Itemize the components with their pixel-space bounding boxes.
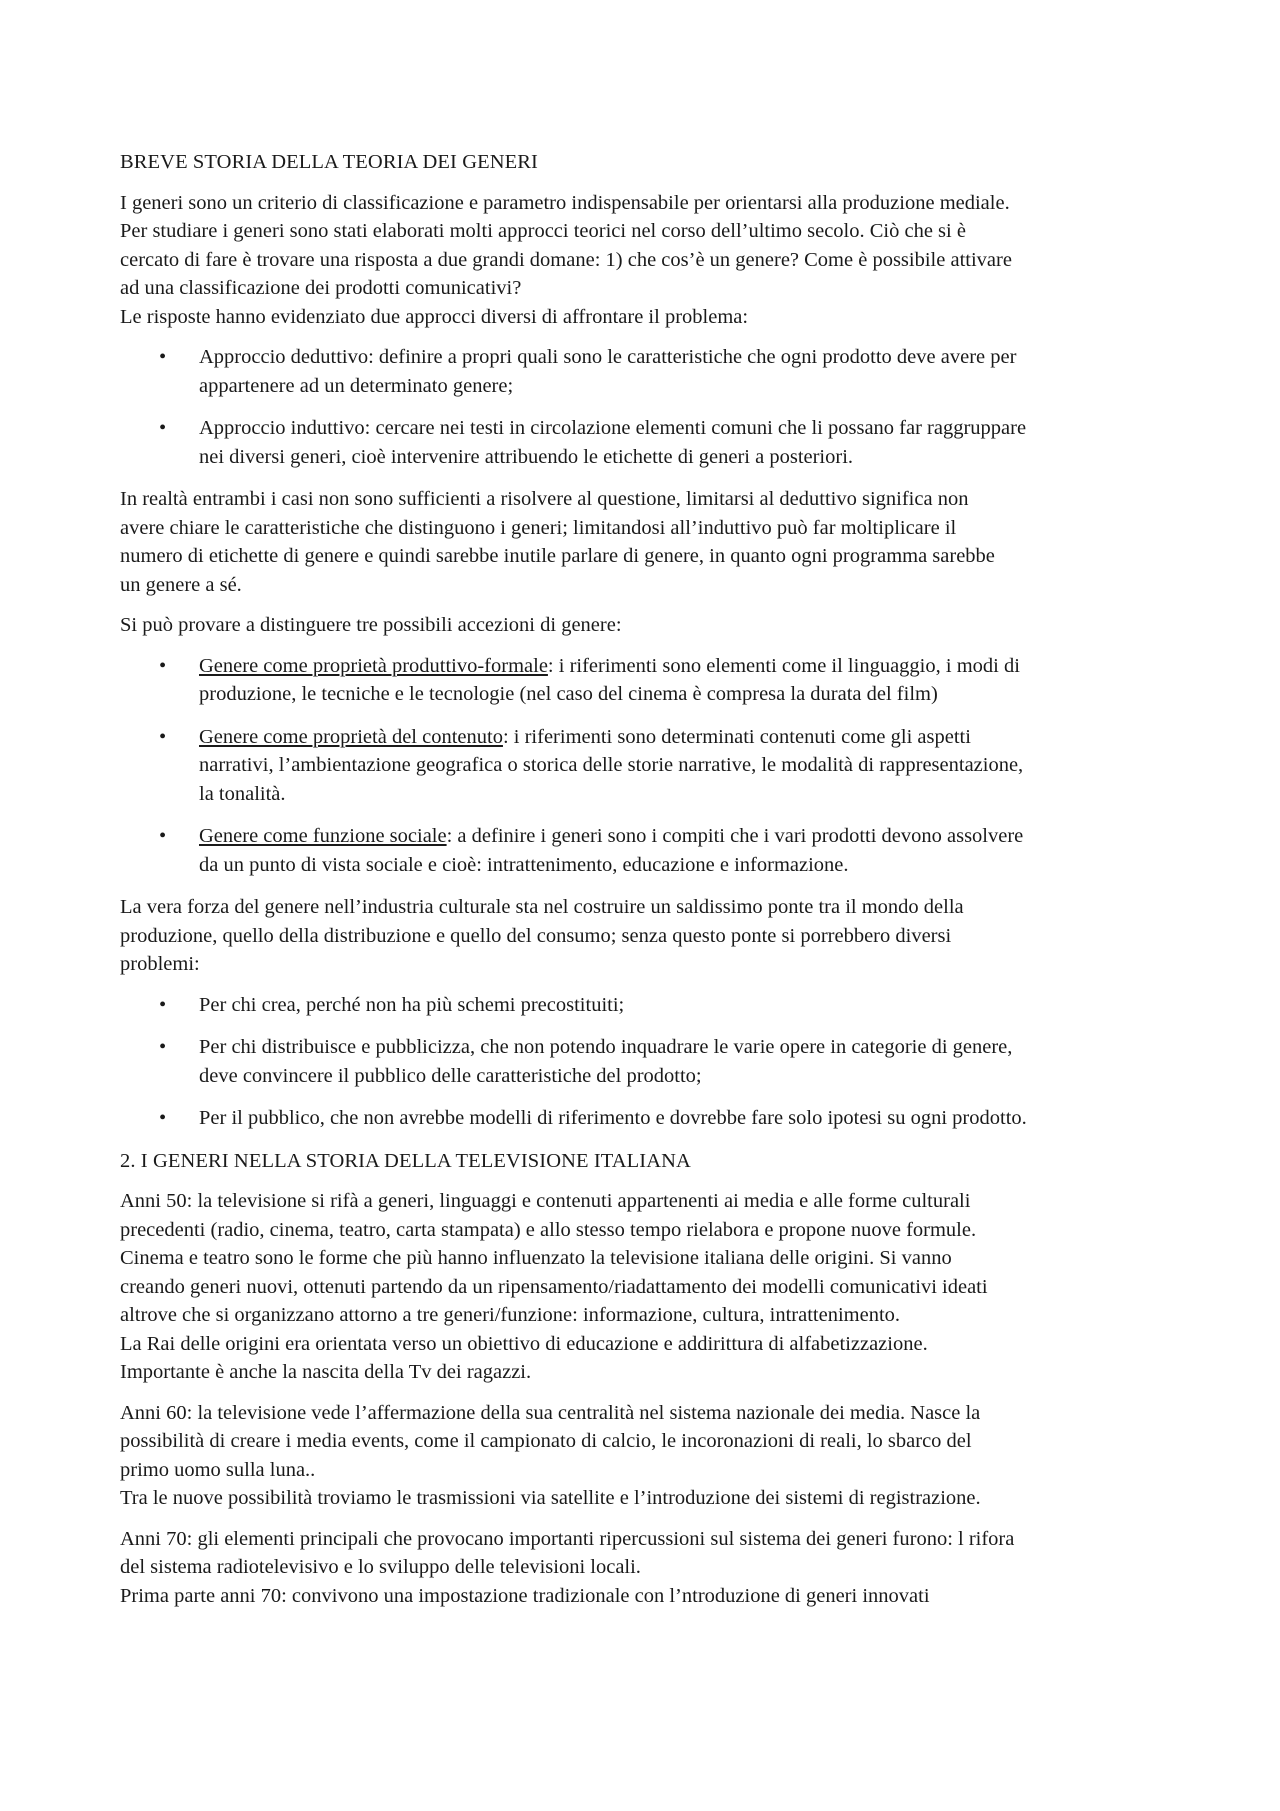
text-line — [199, 822, 1170, 851]
bullet-icon: • — [159, 654, 167, 677]
list-item — [120, 991, 1170, 1020]
text-line: La vera forza del genere nell’industria culturale sta nel costruire un saldissimo ponte tra il mondo della — [120, 896, 964, 918]
text-line: un genere a sé. — [120, 573, 242, 596]
list-item — [120, 1033, 1170, 1090]
text-line: creando generi nuovi, ottenuti partendo da un ripensamento/riadattamento dei modelli comunicativi ideati — [120, 1275, 988, 1298]
text-line: Approccio deduttivo: definire a propri quali sono le caratteristiche che ogni prodotto deve avere per — [199, 346, 1017, 368]
intro-paragraph — [120, 189, 1170, 332]
accezioni-list — [120, 652, 1170, 880]
bullet-icon: • — [159, 417, 167, 439]
bullet-icon: • — [159, 825, 167, 847]
text-line: Per chi crea, perché non ha più schemi precostituiti; — [199, 993, 625, 1016]
text-line: Per chi distribuisce e pubblicizza, che non potendo inquadrare le varie opere in categorie di genere, — [199, 1036, 1013, 1058]
text-line: Importante è anche la nascita della Tv dei ragazzi. — [120, 1361, 532, 1383]
text-line: deve convincere il pubblico delle caratteristiche del prodotto; — [199, 1064, 702, 1087]
text-line: altrove che si organizzano attorno a tre generi/funzione: informazione, cultura, intrattenimento. — [120, 1304, 901, 1326]
text-line: possibilità di creare i media events, come il campionato di calcio, le incoronazioni di reali, lo sbarco del — [120, 1430, 972, 1452]
document-title: BREVE STORIA DELLA TEORIA DEI GENERI — [120, 151, 538, 173]
list-item — [120, 822, 1170, 879]
text-line: precedenti (radio, cinema, teatro, carta stampata) e allo stesso tempo rielabora e propone nuove formule. — [120, 1218, 977, 1241]
text-line: appartenere ad un determinato genere; — [199, 374, 514, 397]
text-line — [199, 652, 1170, 681]
text-line: Si può provare a distinguere tre possibili accezioni di genere: — [120, 614, 622, 636]
approaches-list — [120, 343, 1170, 471]
text-line: narrativi, l’ambientazione geografica o storica delle storie narrative, le modalità di rappresentazione, — [199, 754, 1024, 776]
text-line: La Rai delle origini era orientata verso un obiettivo di educazione e addirittura di alfabetizzazione. — [120, 1332, 928, 1355]
bullet-icon: • — [159, 725, 167, 748]
text-line: In realtà entrambi i casi non sono sufficienti a risolvere al questione, limitarsi al deduttivo significa non — [120, 488, 969, 510]
accezioni-intro — [120, 611, 1170, 640]
underlined-term: Genere come proprietà produttivo-formale — [199, 654, 548, 677]
text-line: numero di etichette di genere e quindi sarebbe inutile parlare di genere, in quanto ogni programma sarebbe — [120, 545, 995, 567]
text-line: ad una classificazione dei prodotti comunicativi? — [120, 277, 522, 299]
term-description: : i riferimenti sono determinati contenuti come gli aspetti — [502, 725, 971, 748]
section-title: 2. I GENERI NELLA STORIA DELLA TELEVISIONE ITALIANA — [120, 1149, 691, 1172]
list-item — [120, 343, 1170, 400]
text-line: Prima parte anni 70: convivono una impostazione tradizionale con l’ntroduzione di generi innovati — [120, 1584, 930, 1607]
list-item — [120, 1104, 1170, 1133]
anni50-paragraph — [120, 1187, 1170, 1387]
reality-paragraph — [120, 485, 1170, 599]
text-line: Anni 60: la televisione vede l’affermazione della sua centralità nel sistema nazionale dei media. Nasce la — [120, 1401, 981, 1424]
text-line: produzione, le tecniche e le tecnologie (nel caso del cinema è compresa la durata del film) — [199, 683, 938, 705]
bullet-icon: • — [159, 346, 167, 368]
text-line: Per studiare i generi sono stati elaborati molti approcci teorici nel corso dell’ultimo secolo. Ciò che si è — [120, 220, 966, 242]
list-item — [120, 723, 1170, 809]
text-line: del sistema radiotelevisivo e lo sviluppo delle televisioni locali. — [120, 1556, 641, 1578]
underlined-term: Genere come proprietà del contenuto — [199, 725, 503, 748]
bullet-icon: • — [159, 993, 167, 1016]
text-line: avere chiare le caratteristiche che distinguono i generi; limitandosi all’induttivo può far moltiplicare il — [120, 516, 957, 539]
text-line: la tonalità. — [199, 782, 286, 805]
text-line: Approccio induttivo: cercare nei testi in circolazione elementi comuni che li possano far raggruppare — [199, 417, 1027, 439]
text-line: Cinema e teatro sono le forme che più hanno influenzato la televisione italiana delle origini. Si vanno — [120, 1247, 952, 1269]
text-line: problemi: — [120, 953, 200, 975]
text-line: cercato di fare è trovare una risposta a due grandi domane: 1) che cos’è un genere? Come è possibile attivare — [120, 248, 1012, 271]
forza-paragraph — [120, 893, 1170, 979]
bullet-icon: • — [159, 1036, 167, 1058]
text-line: da un punto di vista sociale e cioè: intrattenimento, educazione e informazione. — [199, 853, 849, 876]
text-line: Per il pubblico, che non avrebbe modelli di riferimento e dovrebbe fare solo ipotesi su ogni prodotto. — [199, 1107, 1027, 1129]
text-line — [199, 723, 1170, 752]
text-line: produzione, quello della distribuzione e quello del consumo; senza questo ponte si porrebbero diversi — [120, 924, 952, 947]
text-line: primo uomo sulla luna.. — [120, 1458, 316, 1481]
term-description: : i riferimenti sono elementi come il linguaggio, i modi di — [547, 654, 1020, 677]
text-line: nei diversi generi, cioè intervenire attribuendo le etichette di generi a posteriori. — [199, 445, 854, 468]
text-line: Anni 50: la televisione si rifà a generi, linguaggi e contenuti appartenenti ai media e alle forme culturali — [120, 1190, 971, 1212]
text-line: Anni 70: gli elementi principali che provocano importanti ripercussioni sul sistema dei generi furono: l rifora — [120, 1527, 1015, 1550]
list-item — [120, 414, 1170, 471]
problemi-list — [120, 991, 1170, 1133]
text-line: Tra le nuove possibilità troviamo le trasmissioni via satellite e l’introduzione dei sistemi di registrazione. — [120, 1487, 981, 1509]
document-page — [120, 148, 1170, 1622]
list-item — [120, 652, 1170, 709]
bullet-icon: • — [159, 1107, 167, 1129]
text-line: I generi sono un criterio di classificazione e parametro indispensabile per orientarsi alla produzione mediale. — [120, 191, 1010, 214]
term-description: : a definire i generi sono i compiti che i vari prodotti devono assolvere — [446, 825, 1024, 847]
underlined-term: Genere come funzione sociale — [199, 825, 447, 847]
anni60-paragraph — [120, 1399, 1170, 1513]
anni70-paragraph — [120, 1525, 1170, 1611]
text-line: Le risposte hanno evidenziato due approcci diversi di affrontare il problema: — [120, 305, 749, 328]
